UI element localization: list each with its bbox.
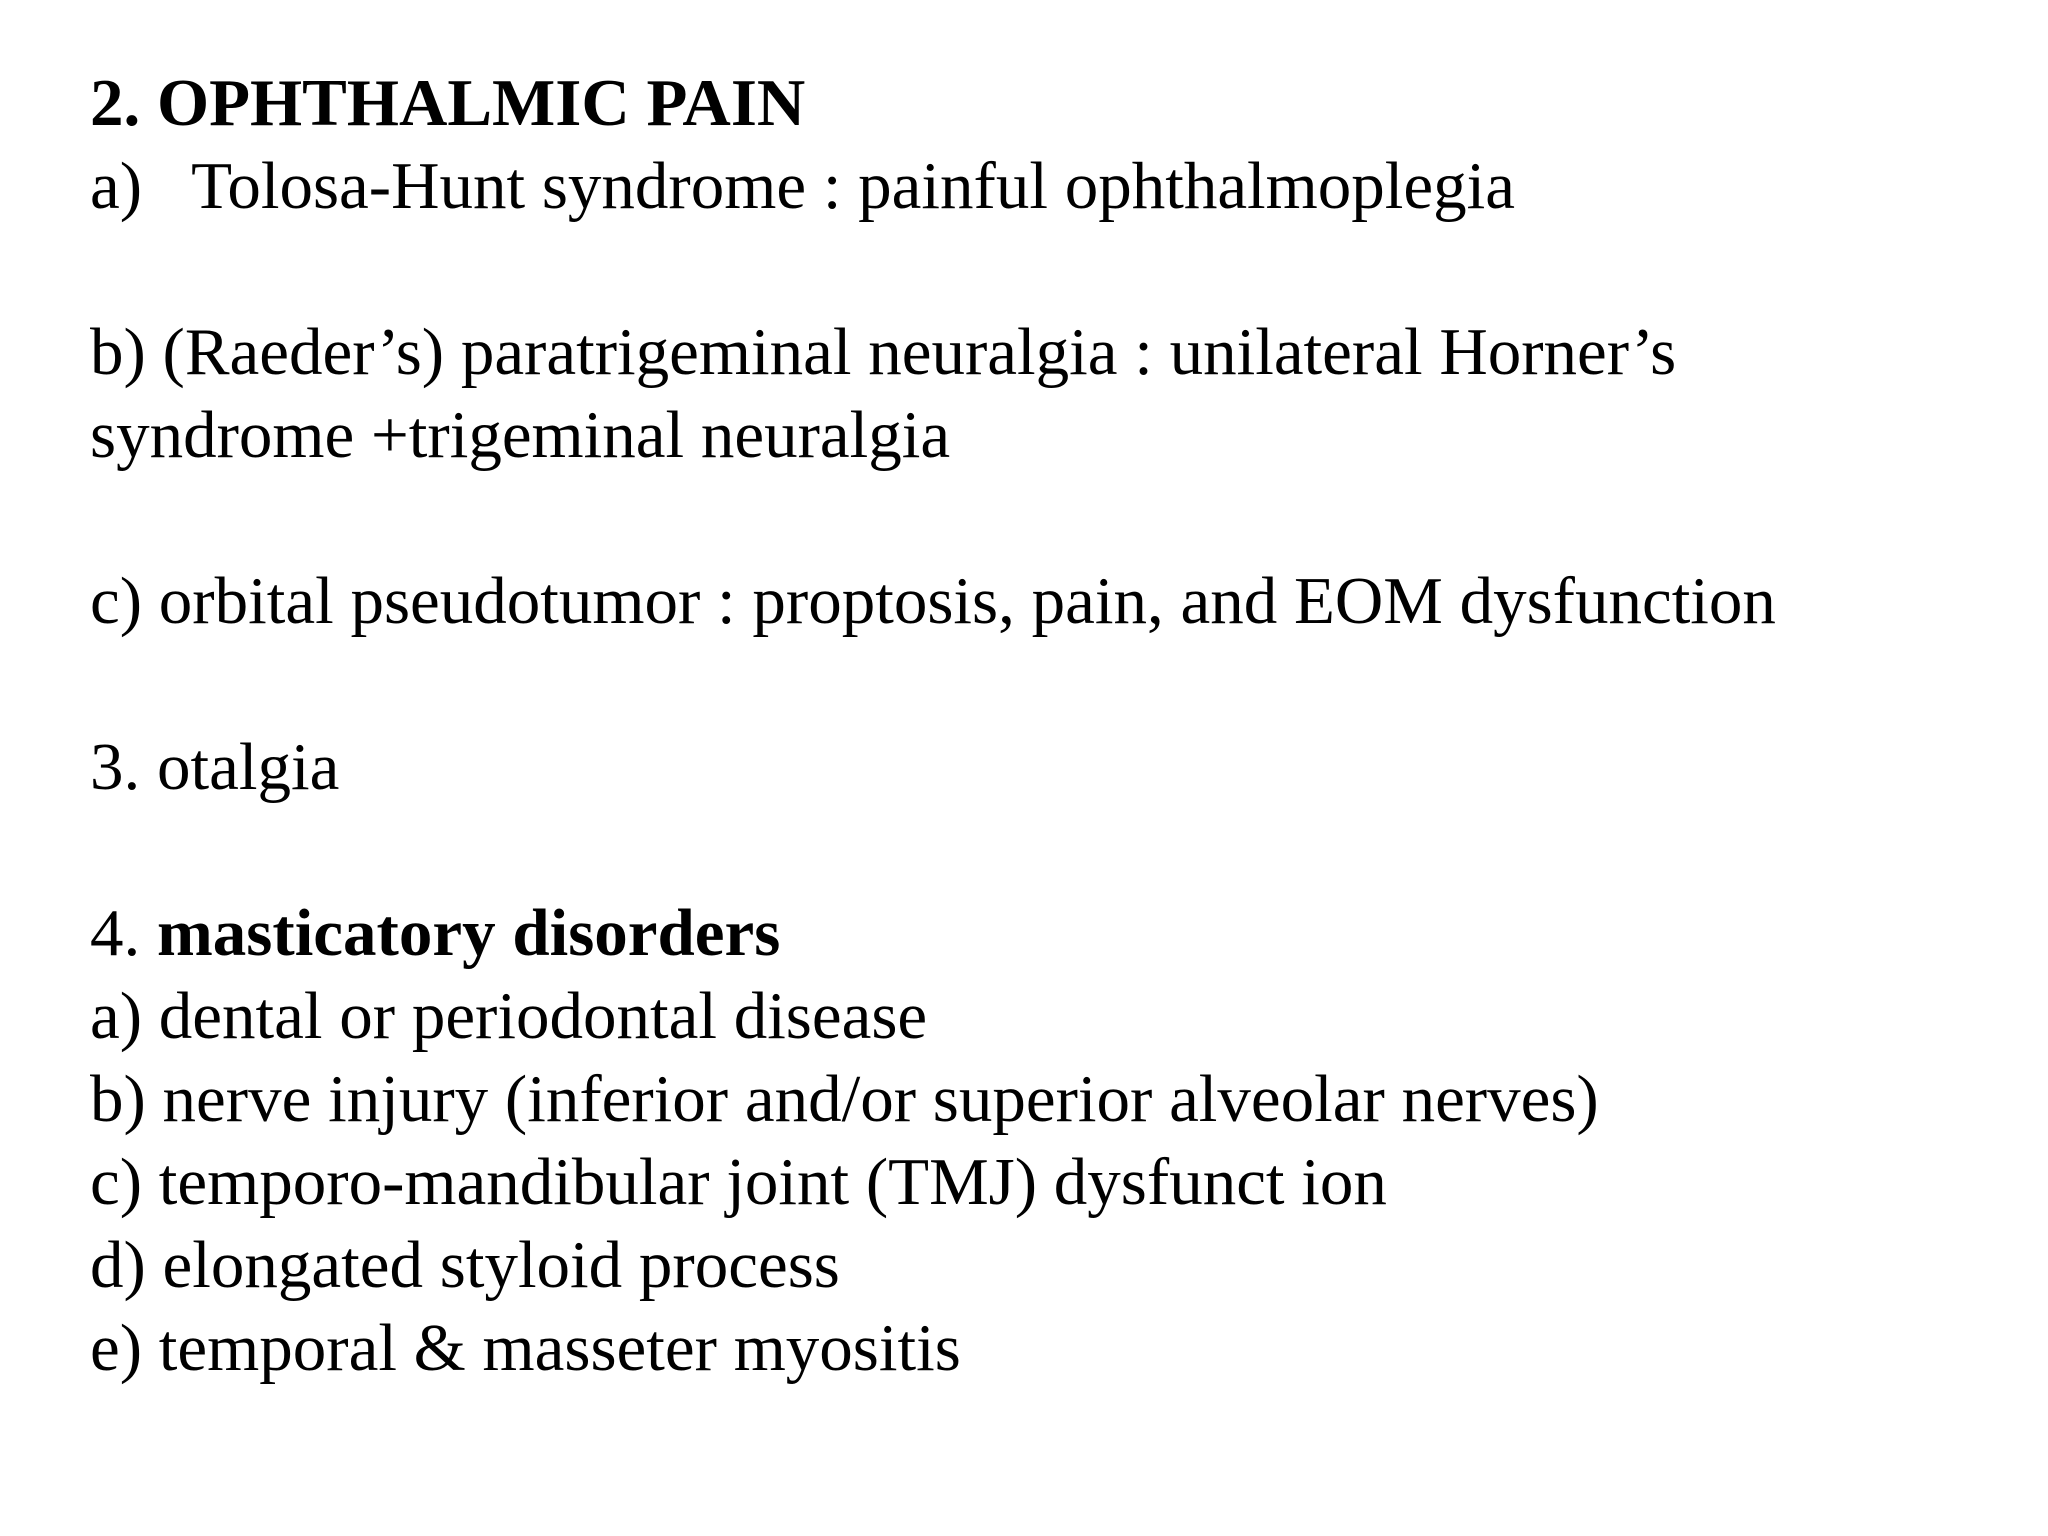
slide-content xyxy=(90,62,2010,1390)
spacer xyxy=(90,643,2010,726)
list-item: a) dental or periodontal disease xyxy=(90,979,928,1053)
list-item: e) temporal & masseter myositis xyxy=(90,1311,961,1385)
list-item-tolosa-hunt: a) Tolosa-Hunt syndrome : painful ophthalmoplegia xyxy=(90,149,1515,223)
list-item: d) elongated styloid process xyxy=(90,1228,840,1302)
section-title: masticatory disorders xyxy=(157,896,781,970)
list-item-orbital-pseudotumor: c) orbital pseudotumor : proptosis, pain, and EOM dysfunction xyxy=(90,564,1776,638)
list-item: b) nerve injury (inferior and/or superior alveolar nerves) xyxy=(90,1062,1599,1136)
list-item-raeder-line2: syndrome +trigeminal neuralgia xyxy=(90,398,951,472)
spacer xyxy=(90,228,2010,311)
section-heading-ophthalmic-pain: 2. OPHTHALMIC PAIN xyxy=(90,66,806,140)
section-heading-otalgia: 3. otalgia xyxy=(90,730,340,804)
spacer xyxy=(90,809,2010,892)
list-item-raeder-line1: b) (Raeder’s) paratrigeminal neuralgia : unilateral Horner’s xyxy=(90,315,1677,389)
section-number: 4. xyxy=(90,896,157,970)
spacer xyxy=(90,477,2010,560)
list-item: c) temporo-mandibular joint (TMJ) dysfunct ion xyxy=(90,1145,1387,1219)
section-heading-masticatory xyxy=(90,892,2010,975)
